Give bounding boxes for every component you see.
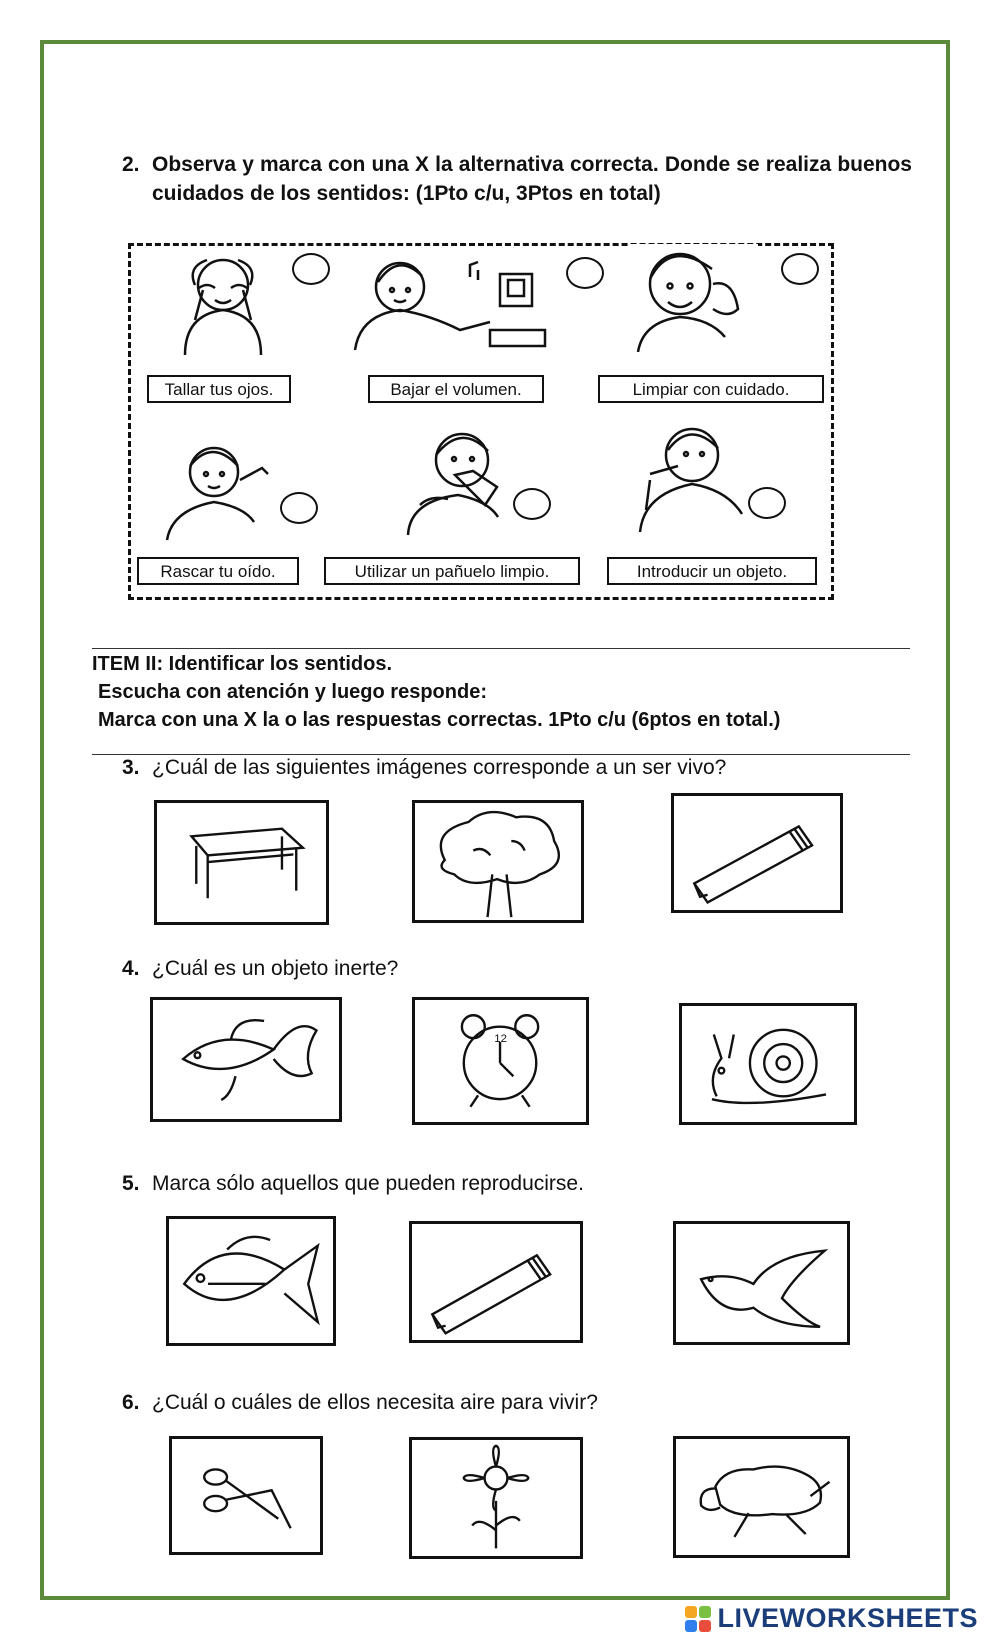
question-number: 4. (122, 957, 140, 980)
question-5 (122, 1172, 584, 1196)
question-number: 5. (122, 1172, 140, 1195)
section-divider-bottom (92, 754, 910, 755)
question-number: 2. (122, 153, 140, 176)
option-label-3: Limpiar con cuidado. (598, 375, 824, 403)
liveworksheets-brand[interactable] (685, 1603, 978, 1634)
child-cleaning-ear-image (628, 244, 758, 352)
sheep-icon (676, 1439, 847, 1555)
answer-circle-1[interactable] (292, 253, 330, 285)
alarm-clock-icon (415, 1000, 586, 1122)
question-text: Marca sólo aquellos que pueden reproducirse. (152, 1172, 584, 1195)
snail-icon (682, 1006, 854, 1122)
question-number: 3. (122, 756, 140, 779)
fish-icon (169, 1219, 333, 1343)
brand-name: LIVEWORKSHEETS (717, 1603, 978, 1633)
child-rubbing-eyes-image (165, 250, 285, 360)
child-inserting-object-image (630, 420, 750, 535)
option-label-6: Introducir un objeto. (607, 557, 817, 585)
alarm-clock-image[interactable] (412, 997, 589, 1125)
child-lowering-volume-image (350, 252, 550, 352)
option-label-4: Rascar tu oído. (137, 557, 299, 585)
question-text: Observa y marca con una X la alternativa correcta. Donde se realiza buenos cuidados de los sentidos: (1Pto c/u, 3Ptos en total) (152, 153, 912, 205)
question-4 (122, 957, 398, 981)
section-divider-top (92, 648, 910, 649)
answer-circle-4[interactable] (280, 492, 318, 524)
answer-circle-6[interactable] (748, 487, 786, 519)
scissors-icon (172, 1439, 320, 1552)
pencil-icon (412, 1224, 580, 1340)
item-2-instructions (92, 650, 912, 734)
svg-text:12: 12 (494, 1032, 508, 1045)
goldfish-icon (153, 1000, 339, 1119)
pencil-icon (674, 796, 840, 910)
logo-square (685, 1606, 697, 1618)
flower-image[interactable] (409, 1437, 583, 1559)
bird-icon (676, 1224, 847, 1342)
item-2-title: ITEM II: Identificar los sentidos. (92, 653, 393, 675)
option-label-1: Tallar tus ojos. (147, 375, 291, 403)
item-2-line-2: Marca con una X la o las respuestas correctas. 1Pto c/u (6ptos en total.) (98, 709, 781, 731)
tree-icon (415, 803, 581, 920)
question-3 (122, 756, 726, 780)
goldfish-image[interactable] (150, 997, 342, 1122)
fish-image[interactable] (166, 1216, 336, 1346)
tree-image[interactable] (412, 800, 584, 923)
question-2 (122, 150, 912, 208)
option-label-5: Utilizar un pañuelo limpio. (324, 557, 580, 585)
table-icon (157, 803, 326, 922)
question-6 (122, 1391, 598, 1415)
question-text: ¿Cuál de las siguientes imágenes corresponde a un ser vivo? (152, 756, 727, 779)
item-2-line-1: Escucha con atención y luego responde: (98, 681, 487, 703)
logo-square (699, 1620, 711, 1632)
table-image[interactable] (154, 800, 329, 925)
answer-circle-3[interactable] (781, 253, 819, 285)
child-scratching-ear-image (162, 442, 282, 542)
bird-image[interactable] (673, 1221, 850, 1345)
question-text: ¿Cuál o cuáles de ellos necesita aire para vivir? (152, 1391, 598, 1414)
liveworksheets-logo-icon (685, 1606, 711, 1632)
logo-square (685, 1620, 697, 1632)
answer-circle-5[interactable] (513, 488, 551, 520)
child-using-handkerchief-image (400, 425, 540, 537)
pencil-image-2[interactable] (409, 1221, 583, 1343)
sheep-image[interactable] (673, 1436, 850, 1558)
question-number: 6. (122, 1391, 140, 1414)
logo-square (699, 1606, 711, 1618)
pencil-image[interactable] (671, 793, 843, 913)
scissors-image[interactable] (169, 1436, 323, 1555)
flower-icon (412, 1440, 580, 1556)
snail-image[interactable] (679, 1003, 857, 1125)
question-text: ¿Cuál es un objeto inerte? (152, 957, 399, 980)
option-label-2: Bajar el volumen. (368, 375, 544, 403)
answer-circle-2[interactable] (566, 257, 604, 289)
